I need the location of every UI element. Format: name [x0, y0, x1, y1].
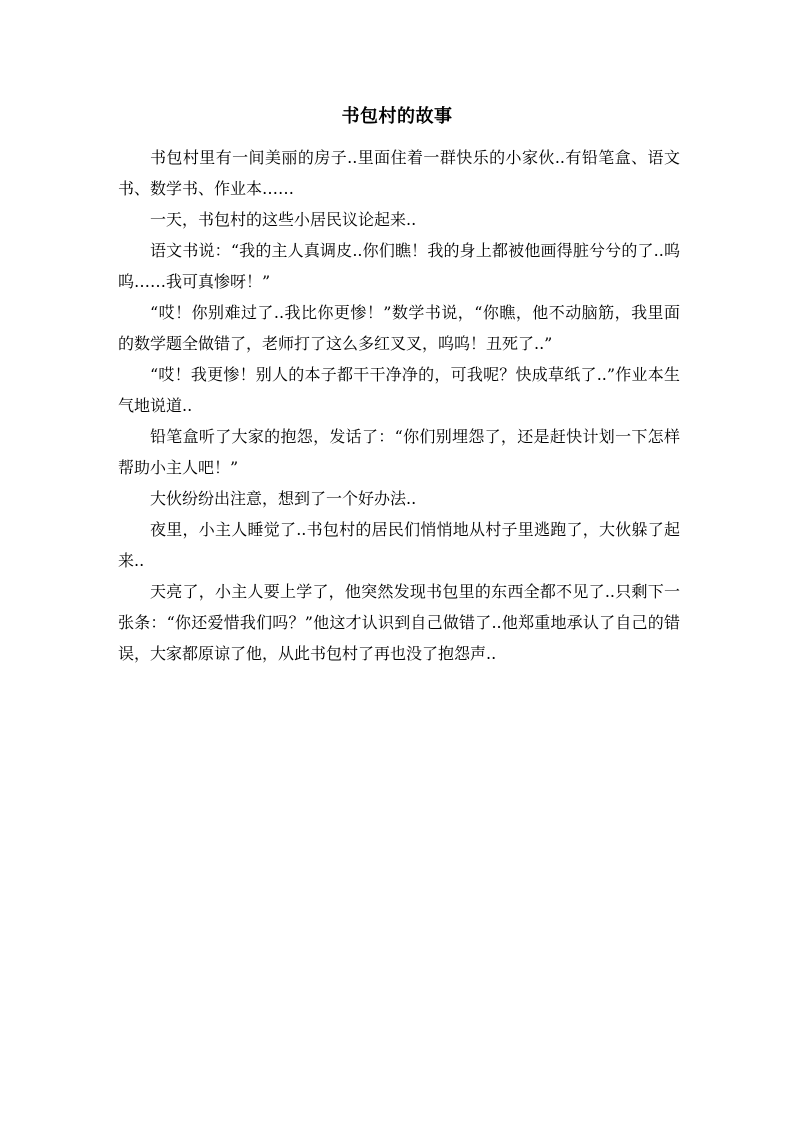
paragraph-2: 一天，书包村的这些小居民议论起来.. — [150, 210, 417, 229]
paragraph-5: “哎！我更惨！别人的本子都干干净净的，可我呢？快成草纸了..”作业本生气地说道.. — [118, 365, 680, 415]
document-body — [118, 142, 680, 669]
paragraph-8: 夜里，小主人睡觉了..书包村的居民们悄悄地从村子里逃跑了，大伙躲了起来.. — [118, 520, 680, 570]
paragraph-9: 天亮了，小主人要上学了，他突然发现书包里的东西全都不见了..只剩下一张条：“你还爱惜我们吗？”他这才认识到自己做错了..他郑重地承认了自己的错误，大家都原谅了他，从此书包村了再也没了抱怨声.. — [118, 582, 680, 663]
document-title: 书包村的故事 — [341, 106, 453, 127]
paragraph-6: 铅笔盒听了大家的抱怨，发话了：“你们别埋怨了，还是赶快计划一下怎样帮助小主人吧！” — [118, 427, 680, 477]
paragraph-1: 书包村里有一间美丽的房子..里面住着一群快乐的小家伙..有铅笔盒、语文书、数学书、作业本…… — [118, 148, 680, 198]
paragraph-7: 大伙纷纷出注意，想到了一个好办法.. — [150, 489, 417, 508]
paragraph-3: 语文书说：“我的主人真调皮..你们瞧！我的身上都被他画得脏兮兮的了..呜呜……我可真惨呀！” — [118, 241, 680, 291]
paragraph-4: “哎！你别难过了..我比你更惨！”数学书说，“你瞧，他不动脑筋，我里面的数学题全做错了，老师打了这么多红叉叉，呜呜！丑死了..” — [118, 303, 680, 353]
